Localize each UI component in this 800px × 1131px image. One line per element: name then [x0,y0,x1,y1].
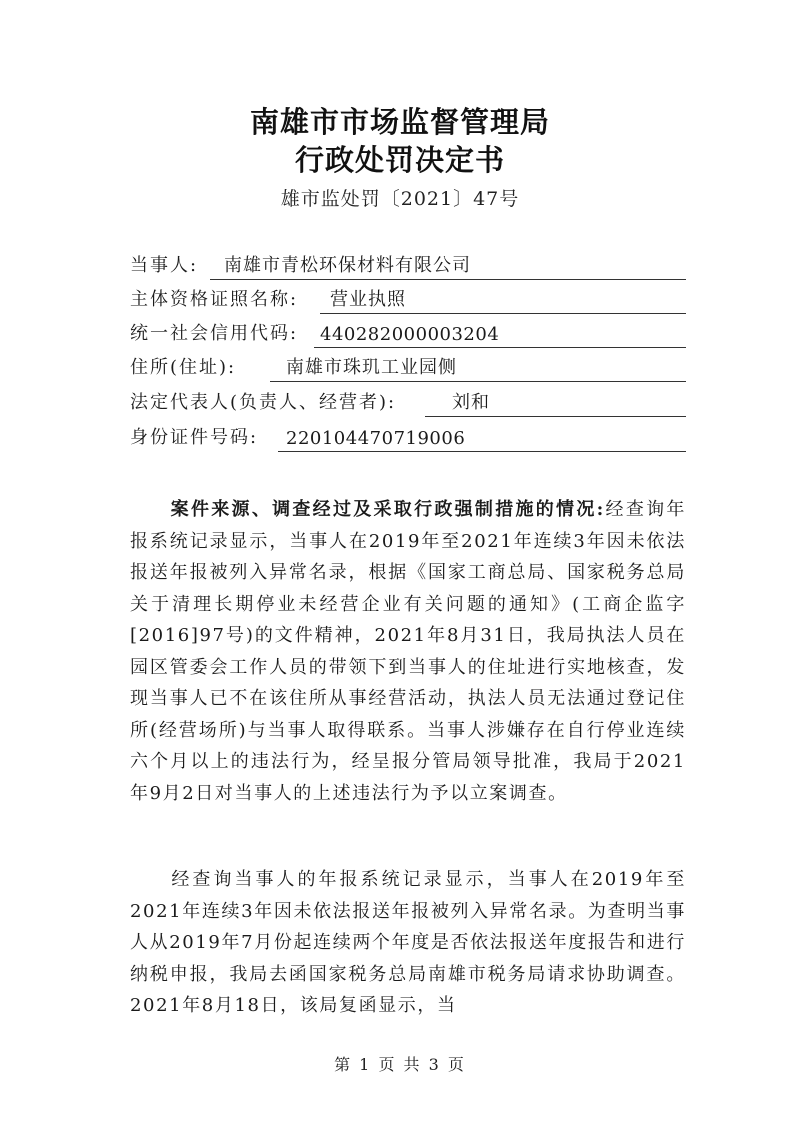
certificate-underline [320,313,686,314]
legal-representative-field [130,387,686,417]
document-type-title: 行政处罚决定书 [294,143,505,177]
document-number: 雄市监处罚〔2021〕47号 [280,188,520,210]
id-number-underline [278,451,686,452]
legal-representative-value: 刘和 [452,392,490,413]
party-name-field [130,250,686,280]
id-number-label: 身份证件号码: [130,427,259,448]
credit-code-underline [314,347,686,348]
certificate-value: 营业执照 [330,289,406,310]
party-name-value: 南雄市青松环保材料有限公司 [224,255,471,276]
certificate-label: 主体资格证照名称: [130,289,299,310]
address-value: 南雄市珠玑工业园侧 [286,357,457,378]
credit-code-field [130,318,686,348]
party-name-label: 当事人: [130,255,199,276]
certificate-field [130,284,686,314]
agency-title: 南雄市市场监督管理局 [249,105,550,139]
address-underline [270,381,686,382]
case-source-text: 经查询年报系统记录显示，当事人在2019年至2021年连续3年因未依法报送年报被列入异常名录，根据《国家工商总局、国家税务总局关于清理长期停业未经营企业有关问题的通知》(工商企监字[2016]97号)的文件精神，2021年8月31日，我局执法人员在园区管委会工作人员的带领下到当事人的住址进行实地核查，发现当事人已不在该住所从事经营活动，执法人员无法通过登记住所(经营场所)与当事人取得联系。当事人涉嫌存在自行停业连续六个月以上的违法行为，经呈报分管局领导批准，我局于2021年9月2日对当事人的上述违法行为予以立案调查。 [130,499,687,804]
credit-code-value: 440282000003204 [320,324,500,345]
page-number: 第 1 页 共 3 页 [334,1055,466,1074]
id-number-field [130,422,686,452]
investigation-paragraph [130,864,686,1022]
legal-representative-label: 法定代表人(负责人、经营者): [130,392,397,413]
party-name-underline [210,279,686,280]
address-label: 住所(住址): [130,357,237,378]
case-source-paragraph [130,494,686,809]
investigation-text: 经查询当事人的年报系统记录显示，当事人在2019年至2021年连续3年因未依法报送年报被列入异常名录。为查明当事人从2019年7月份起连续两个年度是否依法报送年度报告和进行纳税申报，我局去函国家税务总局南雄市税务局请求协助调查。2021年8月18日，该局复函显示，当 [130,869,686,1016]
credit-code-label: 统一社会信用代码: [130,323,299,344]
legal-representative-underline [425,416,686,417]
address-field [130,352,686,382]
id-number-value: 220104470719006 [286,428,466,449]
case-source-heading: 案件来源、调查经过及采取行政强制措施的情况: [170,499,605,520]
